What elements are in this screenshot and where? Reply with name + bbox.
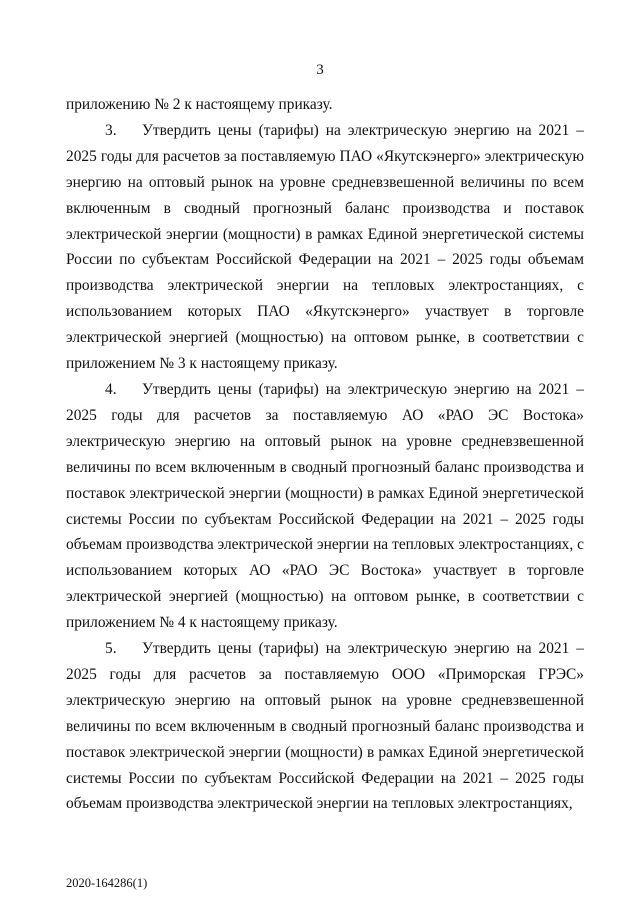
paragraph-number: 5. — [105, 640, 117, 658]
paragraph-item-5 — [66, 636, 584, 817]
paragraph-text: Утвердить цены (тарифы) на электрическую энергию на 2021 – 2025 годы для расчетов за поставляемую АО «РАО ЭС Востока» электрическую энергию на оптовый рынок на уровне средневзвешенной величины по всем включенным в сводный прогнозный баланс производства и поставок электрической энергии (мощности) в рамках Единой энергетической системы России по субъектам Российской Федерации на 2021 – 2025 годы объемам производства электрической энергии на тепловых электростанциях, с использованием которых АО «РАО ЭС Востока» участвует в торговле электрической энергией (мощностью) на оптовом рынке, в соответствии с приложением № 4 к настоящему приказу. — [66, 380, 584, 632]
paragraph-number: 4. — [105, 380, 117, 398]
paragraph-text: Утвердить цены (тарифы) на электрическую энергию на 2021 – 2025 годы для расчетов за поставляемую ПАО «Якутскэнерго» электрическую энергию на оптовый рынок на уровне средневзвешенной величины по всем включенным в сводный прогнозный баланс производства и поставок электрической энергии (мощности) в рамках Единой энергетической системы России по субъектам Российской Федерации на 2021 – 2025 годы объемам производства электрической энергии на тепловых электростанциях, с использованием которых ПАО «Якутскэнерго» участвует в торговле электрической энергией (мощностью) на оптовом рынке, в соответствии с приложением № 3 к настоящему приказу. — [66, 121, 584, 373]
paragraph-number: 3. — [105, 121, 117, 139]
page-number: 3 — [316, 62, 324, 78]
paragraph-text: Утвердить цены (тарифы) на электрическую энергию на 2021 – 2025 годы для расчетов за поставляемую ООО «Приморская ГРЭС» электрическую энергию на оптовый рынок на уровне средневзвешенной величины по всем включенным в сводный прогнозный баланс производства и поставок электрической энергии (мощности) в рамках Единой энергетической системы России по субъектам Российской Федерации на 2021 – 2025 годы объемам производства электрической энергии на тепловых электростанциях, — [66, 640, 584, 813]
paragraph-item-3 — [66, 118, 584, 377]
paragraph-item-4 — [66, 377, 584, 636]
document-body — [66, 92, 584, 817]
document-code: 2020-164286(1) — [66, 876, 148, 890]
continuation-paragraph: приложению № 2 к настоящему приказу. — [66, 96, 333, 113]
